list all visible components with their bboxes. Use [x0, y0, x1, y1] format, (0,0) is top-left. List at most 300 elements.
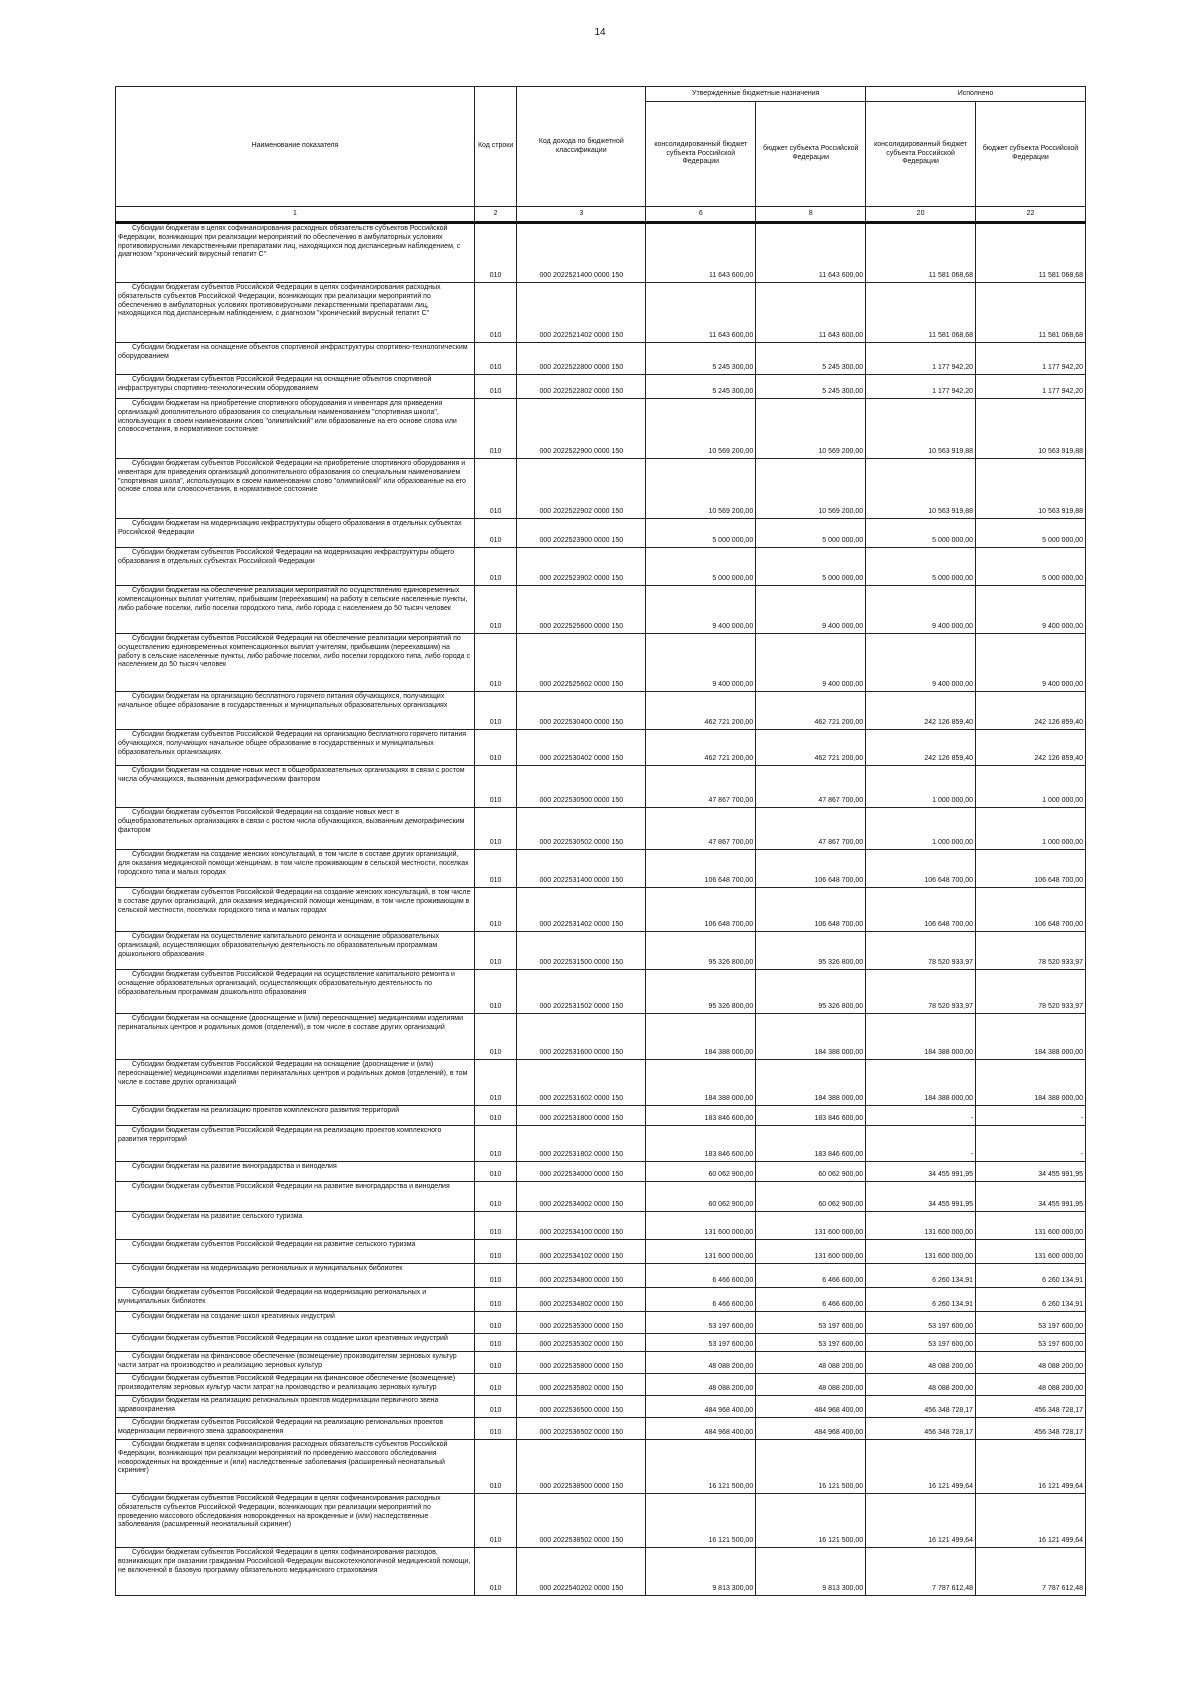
approved-consolidated-value: 48 088 200,00	[646, 1374, 756, 1396]
row-code: 010	[474, 1440, 516, 1494]
approved-consolidated-value: 60 062 900,00	[646, 1182, 756, 1212]
table-row	[116, 1440, 1086, 1494]
executed-consolidated-value: 7 787 612,48	[866, 1548, 976, 1596]
approved-consolidated-value: 5 245 300,00	[646, 375, 756, 399]
table-row	[116, 375, 1086, 399]
row-kbk: 000 2022523900 0000 150	[517, 519, 646, 548]
row-kbk: 000 2022534102 0000 150	[517, 1240, 646, 1264]
row-kbk: 000 2022536502 0000 150	[517, 1418, 646, 1440]
row-name: Субсидии бюджетам в целях софинансирования расходных обязательств субъектов Российской Федерации, возникающих при реализации мероприятий по обеспечению в амбулаторных условиях противовирусными лекарственными препаратами лиц, находящихся под диспансерным наблюдением, с диагнозом "хронический вирусный гепатит С"	[116, 223, 475, 283]
table-row	[116, 1264, 1086, 1288]
executed-consolidated-value: 6 260 134,91	[866, 1288, 976, 1312]
executed-consolidated-value: 106 648 700,00	[866, 888, 976, 932]
row-kbk: 000 2022535302 0000 150	[517, 1334, 646, 1352]
executed-consolidated-value: 48 088 200,00	[866, 1374, 976, 1396]
table-row	[116, 223, 1086, 283]
row-name: Субсидии бюджетам субъектов Российской Федерации на модернизацию инфраструктуры общего образования в отдельных субъектах Российской Федерации	[116, 548, 475, 586]
executed-consolidated-value: 184 388 000,00	[866, 1014, 976, 1060]
row-code: 010	[474, 692, 516, 730]
row-name: Субсидии бюджетам на модернизацию региональных и муниципальных библиотек	[116, 1264, 475, 1288]
row-name: Субсидии бюджетам на развитие виноградарства и виноделия	[116, 1162, 475, 1182]
approved-subject-value: 184 388 000,00	[756, 1014, 866, 1060]
row-name: Субсидии бюджетам субъектов Российской Федерации на реализацию проектов комплексного развития территорий	[116, 1126, 475, 1162]
row-name: Субсидии бюджетам на реализацию проектов комплексного развития территорий	[116, 1106, 475, 1126]
row-kbk: 000 2022525600 0000 150	[517, 586, 646, 634]
row-kbk: 000 2022531502 0000 150	[517, 970, 646, 1014]
approved-consolidated-value: 183 846 600,00	[646, 1126, 756, 1162]
approved-consolidated-value: 183 846 600,00	[646, 1106, 756, 1126]
row-name: Субсидии бюджетам субъектов Российской Федерации на осуществление капитального ремонта и оснащение образовательных организаций, осуществляющих образовательную деятельность по образовательным программам дошкольного образования	[116, 970, 475, 1014]
row-name: Субсидии бюджетам субъектов Российской Федерации на развитие виноградарства и виноделия	[116, 1182, 475, 1212]
table-row	[116, 1212, 1086, 1240]
executed-subject-value: 1 177 942,20	[976, 343, 1086, 375]
row-kbk: 000 2022530502 0000 150	[517, 808, 646, 850]
row-code: 010	[474, 399, 516, 459]
row-code: 010	[474, 888, 516, 932]
approved-consolidated-value: 53 197 600,00	[646, 1312, 756, 1334]
table-row	[116, 1374, 1086, 1396]
row-name: Субсидии бюджетам на финансовое обеспечение (возмещение) производителям зерновых культур части затрат на производство и реализацию зерновых культур	[116, 1352, 475, 1374]
executed-subject-value: 11 581 068,68	[976, 283, 1086, 343]
approved-subject-value: 9 400 000,00	[756, 586, 866, 634]
executed-subject-value: -	[976, 1106, 1086, 1126]
executed-consolidated-value: 48 088 200,00	[866, 1352, 976, 1374]
table-row	[116, 1014, 1086, 1060]
row-kbk: 000 2022531402 0000 150	[517, 888, 646, 932]
executed-consolidated-value: 78 520 933,97	[866, 970, 976, 1014]
row-code: 010	[474, 283, 516, 343]
column-number: 2	[474, 207, 516, 223]
table-row	[116, 459, 1086, 519]
row-name: Субсидии бюджетам на модернизацию инфраструктуры общего образования в отдельных субъектах Российской Федерации	[116, 519, 475, 548]
executed-consolidated-value: 78 520 933,97	[866, 932, 976, 970]
approved-consolidated-value: 95 326 800,00	[646, 970, 756, 1014]
executed-subject-value: 1 177 942,20	[976, 375, 1086, 399]
approved-subject-value: 184 388 000,00	[756, 1060, 866, 1106]
executed-consolidated-value: 9 400 000,00	[866, 634, 976, 692]
row-kbk: 000 2022534100 0000 150	[517, 1212, 646, 1240]
row-name: Субсидии бюджетам на создание женских консультаций, в том числе в составе других организаций, для оказания медицинской помощи женщинам, в том числе проживающим в сельской местности, поселках городского типа и малых городах	[116, 850, 475, 888]
row-code: 010	[474, 1162, 516, 1182]
executed-consolidated-value: 456 348 728,17	[866, 1396, 976, 1418]
executed-consolidated-value: 1 177 942,20	[866, 343, 976, 375]
executed-subject-value: 184 388 000,00	[976, 1014, 1086, 1060]
table-row	[116, 808, 1086, 850]
row-kbk: 000 2022535300 0000 150	[517, 1312, 646, 1334]
row-name: Субсидии бюджетам субъектов Российской Федерации на модернизацию региональных и муниципальных библиотек	[116, 1288, 475, 1312]
row-code: 010	[474, 1212, 516, 1240]
row-kbk: 000 2022531800 0000 150	[517, 1106, 646, 1126]
row-code: 010	[474, 850, 516, 888]
row-name: Субсидии бюджетам субъектов Российской Федерации на создание школ креативных индустрий	[116, 1334, 475, 1352]
executed-consolidated-value: 5 000 000,00	[866, 548, 976, 586]
approved-consolidated-value: 6 466 600,00	[646, 1264, 756, 1288]
row-kbk: 000 2022540202 0000 150	[517, 1548, 646, 1596]
approved-consolidated-value: 53 197 600,00	[646, 1334, 756, 1352]
executed-consolidated-value: 11 581 068,68	[866, 223, 976, 283]
executed-subject-value: 1 000 000,00	[976, 766, 1086, 808]
row-name: Субсидии бюджетам субъектов Российской Федерации на финансовое обеспечение (возмещение) производителям зерновых культур части затрат на производство и реализацию зерновых культур	[116, 1374, 475, 1396]
approved-subject-value: 183 846 600,00	[756, 1126, 866, 1162]
approved-subject-value: 484 968 400,00	[756, 1396, 866, 1418]
column-number: 3	[517, 207, 646, 223]
row-code: 010	[474, 223, 516, 283]
table-row	[116, 730, 1086, 766]
executed-consolidated-value: 10 563 919,88	[866, 399, 976, 459]
row-code: 010	[474, 634, 516, 692]
approved-subject-value: 95 326 800,00	[756, 970, 866, 1014]
executed-subject-value: 6 260 134,91	[976, 1288, 1086, 1312]
table-row	[116, 1352, 1086, 1374]
row-name: Субсидии бюджетам субъектов Российской Федерации в целях софинансирования расходных обязательств субъектов Российской Федерации, возникающих при реализации мероприятий по обеспечению в амбулаторных условиях противовирусными лекарственными препаратами лиц, находящихся под диспансерным наблюдением, с диагнозом "хронический вирусный гепатит С"	[116, 283, 475, 343]
table-row	[116, 1060, 1086, 1106]
approved-consolidated-value: 9 400 000,00	[646, 634, 756, 692]
approved-subject-value: 53 197 600,00	[756, 1312, 866, 1334]
table-row	[116, 634, 1086, 692]
approved-subject-value: 462 721 200,00	[756, 730, 866, 766]
row-code: 010	[474, 730, 516, 766]
executed-consolidated-value: 16 121 499,64	[866, 1494, 976, 1548]
row-kbk: 000 2022531802 0000 150	[517, 1126, 646, 1162]
row-code: 010	[474, 459, 516, 519]
row-code: 010	[474, 1418, 516, 1440]
approved-consolidated-value: 16 121 500,00	[646, 1494, 756, 1548]
approved-subject-value: 48 088 200,00	[756, 1352, 866, 1374]
row-name: Субсидии бюджетам субъектов Российской Федерации на создание новых мест в общеобразовательных организациях в связи с ростом числа обучающихся, вызванным демографическим фактором	[116, 808, 475, 850]
approved-subject-value: 9 813 300,00	[756, 1548, 866, 1596]
table-row	[116, 932, 1086, 970]
approved-subject-value: 47 867 700,00	[756, 766, 866, 808]
table-body	[116, 223, 1086, 1596]
row-kbk: 000 2022536500 0000 150	[517, 1396, 646, 1418]
row-code: 010	[474, 1288, 516, 1312]
row-kbk: 000 2022530400 0000 150	[517, 692, 646, 730]
approved-consolidated-value: 9 813 300,00	[646, 1548, 756, 1596]
executed-subject-value: 78 520 933,97	[976, 932, 1086, 970]
executed-subject-value: 456 348 728,17	[976, 1396, 1086, 1418]
row-code: 010	[474, 519, 516, 548]
approved-subject-value: 47 867 700,00	[756, 808, 866, 850]
executed-subject-value: 78 520 933,97	[976, 970, 1086, 1014]
row-kbk: 000 2022523902 0000 150	[517, 548, 646, 586]
row-kbk: 000 2022538502 0000 150	[517, 1494, 646, 1548]
approved-subject-value: 6 466 600,00	[756, 1264, 866, 1288]
row-code: 010	[474, 808, 516, 850]
table-row	[116, 1396, 1086, 1418]
table-row	[116, 1494, 1086, 1548]
table-row	[116, 1162, 1086, 1182]
approved-consolidated-value: 10 569 200,00	[646, 399, 756, 459]
executed-consolidated-value: 131 600 000,00	[866, 1240, 976, 1264]
table-row	[116, 1334, 1086, 1352]
column-number: 22	[976, 207, 1086, 223]
row-name: Субсидии бюджетам субъектов Российской Федерации на реализацию региональных проектов модернизации первичного звена здравоохранения	[116, 1418, 475, 1440]
row-kbk: 000 2022534800 0000 150	[517, 1264, 646, 1288]
row-name: Субсидии бюджетам на оснащение (дооснащение и (или) переоснащение) медицинскими изделиями перинатальных центров и родильных домов (отделений), в том числе в составе других организаций	[116, 1014, 475, 1060]
row-kbk: 000 2022522802 0000 150	[517, 375, 646, 399]
table-row	[116, 692, 1086, 730]
row-name: Субсидии бюджетам субъектов Российской Федерации на создание женских консультаций, в том числе в составе других организаций, для оказания медицинской помощи женщинам, в том числе проживающим в сельской местности, поселках городского типа и малых городах	[116, 888, 475, 932]
row-code: 010	[474, 1182, 516, 1212]
executed-consolidated-value: 5 000 000,00	[866, 519, 976, 548]
row-kbk: 000 2022535800 0000 150	[517, 1352, 646, 1374]
row-kbk: 000 2022530500 0000 150	[517, 766, 646, 808]
approved-subject-value: 5 245 300,00	[756, 343, 866, 375]
approved-subject-value: 484 968 400,00	[756, 1418, 866, 1440]
table-row	[116, 766, 1086, 808]
row-name: Субсидии бюджетам на оснащение объектов спортивной инфраструктуры спортивно-технологическим оборудованием	[116, 343, 475, 375]
approved-subject-value: 16 121 500,00	[756, 1494, 866, 1548]
row-kbk: 000 2022534000 0000 150	[517, 1162, 646, 1182]
executed-subject-value: 10 563 919,88	[976, 459, 1086, 519]
executed-subject-value: 184 388 000,00	[976, 1060, 1086, 1106]
approved-subject-value: 183 846 600,00	[756, 1106, 866, 1126]
row-code: 010	[474, 1494, 516, 1548]
approved-consolidated-value: 184 388 000,00	[646, 1060, 756, 1106]
column-number: 8	[756, 207, 866, 223]
table-row	[116, 1288, 1086, 1312]
executed-subject-value: 131 600 000,00	[976, 1212, 1086, 1240]
executed-subject-value: 16 121 499,64	[976, 1440, 1086, 1494]
row-kbk: 000 2022522800 0000 150	[517, 343, 646, 375]
row-kbk: 000 2022531600 0000 150	[517, 1014, 646, 1060]
executed-consolidated-value: 11 581 068,68	[866, 283, 976, 343]
approved-subject-value: 10 569 200,00	[756, 459, 866, 519]
approved-consolidated-value: 47 867 700,00	[646, 766, 756, 808]
executed-consolidated-value: 131 600 000,00	[866, 1212, 976, 1240]
column-number: 1	[116, 207, 475, 223]
row-kbk: 000 2022521402 0000 150	[517, 283, 646, 343]
row-name: Субсидии бюджетам в целях софинансирования расходных обязательств субъектов Российской Федерации, возникающих при реализации мероприятий по проведению массового обследования новорожденных на врожденные и (или) наследственные заболевания (расширенный неонатальный скрининг)	[116, 1440, 475, 1494]
header-approved: Утвержденные бюджетные назначения	[646, 87, 866, 102]
row-name: Субсидии бюджетам субъектов Российской Федерации на приобретение спортивного оборудования и инвентаря для приведения организаций дополнительного образования со специальным наименованием "спортивная школа", использующих в своем наименовании слово "олимпийский" или образованные на его основе слова или словосочетания, в нормативное состояние	[116, 459, 475, 519]
row-kbk: 000 2022521400 0000 150	[517, 223, 646, 283]
row-code: 010	[474, 343, 516, 375]
approved-subject-value: 9 400 000,00	[756, 634, 866, 692]
approved-consolidated-value: 462 721 200,00	[646, 730, 756, 766]
header-approved-subject: бюджет субъекта Российской Федерации	[756, 102, 866, 207]
approved-subject-value: 131 600 000,00	[756, 1212, 866, 1240]
header-kbk: Код дохода по бюджетной классификации	[517, 87, 646, 207]
approved-subject-value: 53 197 600,00	[756, 1334, 866, 1352]
approved-consolidated-value: 16 121 500,00	[646, 1440, 756, 1494]
row-kbk: 000 2022534002 0000 150	[517, 1182, 646, 1212]
row-name: Субсидии бюджетам на приобретение спортивного оборудования и инвентаря для приведения организаций дополнительного образования со специальным наименованием "спортивная школа", использующих в своем наименовании слово "олимпийский" или образованные на его основе слова или словосочетания, в нормативное состояние	[116, 399, 475, 459]
table-row	[116, 1126, 1086, 1162]
row-code: 010	[474, 586, 516, 634]
row-code: 010	[474, 1396, 516, 1418]
executed-consolidated-value: 6 260 134,91	[866, 1264, 976, 1288]
executed-subject-value: 242 126 859,40	[976, 730, 1086, 766]
executed-subject-value: -	[976, 1126, 1086, 1162]
approved-subject-value: 11 643 600,00	[756, 283, 866, 343]
row-code: 010	[474, 1312, 516, 1334]
row-code: 010	[474, 1548, 516, 1596]
approved-consolidated-value: 5 245 300,00	[646, 343, 756, 375]
table-row	[116, 283, 1086, 343]
approved-consolidated-value: 5 000 000,00	[646, 519, 756, 548]
table-header	[116, 87, 1086, 223]
table-row	[116, 519, 1086, 548]
approved-consolidated-value: 131 600 000,00	[646, 1212, 756, 1240]
approved-consolidated-value: 11 643 600,00	[646, 223, 756, 283]
budget-report-table	[115, 86, 1086, 1596]
row-name: Субсидии бюджетам на осуществление капитального ремонта и оснащение образовательных организаций, осуществляющих образовательную деятельность по образовательным программам дошкольного образования	[116, 932, 475, 970]
executed-subject-value: 34 455 991,95	[976, 1182, 1086, 1212]
approved-consolidated-value: 131 600 000,00	[646, 1240, 756, 1264]
approved-consolidated-value: 9 400 000,00	[646, 586, 756, 634]
row-kbk: 000 2022522900 0000 150	[517, 399, 646, 459]
approved-subject-value: 106 648 700,00	[756, 850, 866, 888]
executed-consolidated-value: 10 563 919,88	[866, 459, 976, 519]
executed-subject-value: 48 088 200,00	[976, 1374, 1086, 1396]
row-kbk: 000 2022525602 0000 150	[517, 634, 646, 692]
row-name: Субсидии бюджетам субъектов Российской Федерации на обеспечение реализации мероприятий по осуществлению единовременных компенсационных выплат учителям, прибывшим (переехавшим) на работу в сельские населенные пункты, либо рабочие поселки, либо поселки городского типа, либо города с населением до 50 тысяч человек	[116, 634, 475, 692]
page-number: 14	[594, 27, 606, 38]
row-name: Субсидии бюджетам субъектов Российской Федерации на организацию бесплатного горячего питания обучающихся, получающих начальное общее образование в государственных и муниципальных образовательных организациях	[116, 730, 475, 766]
row-kbk: 000 2022531602 0000 150	[517, 1060, 646, 1106]
executed-consolidated-value: 1 000 000,00	[866, 766, 976, 808]
column-number: 6	[646, 207, 756, 223]
row-kbk: 000 2022534802 0000 150	[517, 1288, 646, 1312]
row-name: Субсидии бюджетам субъектов Российской Федерации на оснащение (дооснащение и (или) переоснащение) медицинскими изделиями перинатальных центров и родильных домов (отделений), в том числе в составе других организаций	[116, 1060, 475, 1106]
row-code: 010	[474, 1106, 516, 1126]
row-code: 010	[474, 1240, 516, 1264]
executed-consolidated-value: -	[866, 1126, 976, 1162]
row-code: 010	[474, 970, 516, 1014]
executed-subject-value: 11 581 068,68	[976, 223, 1086, 283]
approved-consolidated-value: 48 088 200,00	[646, 1352, 756, 1374]
table-row	[116, 1240, 1086, 1264]
approved-subject-value: 60 062 900,00	[756, 1162, 866, 1182]
approved-subject-value: 95 326 800,00	[756, 932, 866, 970]
row-code: 010	[474, 1264, 516, 1288]
table-row	[116, 1106, 1086, 1126]
approved-subject-value: 5 000 000,00	[756, 548, 866, 586]
row-name: Субсидии бюджетам субъектов Российской Федерации в целях софинансирования расходных обязательств субъектов Российской Федерации, возникающих при реализации мероприятий по проведению массового обследования новорожденных на врожденные и (или) наследственные заболевания (расширенный неонатальный скрининг)	[116, 1494, 475, 1548]
approved-subject-value: 5 245 300,00	[756, 375, 866, 399]
approved-subject-value: 16 121 500,00	[756, 1440, 866, 1494]
header-executed: Исполнено	[866, 87, 1086, 102]
column-number-row	[116, 207, 1086, 223]
executed-subject-value: 242 126 859,40	[976, 692, 1086, 730]
executed-consolidated-value: 242 126 859,40	[866, 730, 976, 766]
approved-consolidated-value: 484 968 400,00	[646, 1418, 756, 1440]
executed-consolidated-value: 34 455 991,95	[866, 1162, 976, 1182]
approved-subject-value: 5 000 000,00	[756, 519, 866, 548]
executed-subject-value: 131 600 000,00	[976, 1240, 1086, 1264]
table-row	[116, 850, 1086, 888]
row-code: 010	[474, 548, 516, 586]
executed-subject-value: 5 000 000,00	[976, 519, 1086, 548]
header-executed-subject: бюджет субъекта Российской Федерации	[976, 102, 1086, 207]
approved-consolidated-value: 184 388 000,00	[646, 1014, 756, 1060]
executed-subject-value: 16 121 499,64	[976, 1494, 1086, 1548]
executed-subject-value: 5 000 000,00	[976, 548, 1086, 586]
row-code: 010	[474, 375, 516, 399]
executed-subject-value: 9 400 000,00	[976, 634, 1086, 692]
executed-consolidated-value: 53 197 600,00	[866, 1334, 976, 1352]
executed-consolidated-value: 16 121 499,64	[866, 1440, 976, 1494]
approved-consolidated-value: 484 968 400,00	[646, 1396, 756, 1418]
row-code: 010	[474, 1334, 516, 1352]
table-row	[116, 1548, 1086, 1596]
approved-subject-value: 6 466 600,00	[756, 1288, 866, 1312]
table-row	[116, 1182, 1086, 1212]
row-code: 010	[474, 932, 516, 970]
row-name: Субсидии бюджетам на создание школ креативных индустрий	[116, 1312, 475, 1334]
row-code: 010	[474, 1352, 516, 1374]
executed-subject-value: 106 648 700,00	[976, 850, 1086, 888]
approved-consolidated-value: 47 867 700,00	[646, 808, 756, 850]
approved-consolidated-value: 10 569 200,00	[646, 459, 756, 519]
table-row	[116, 399, 1086, 459]
row-name: Субсидии бюджетам субъектов Российской Федерации на оснащение объектов спортивной инфраструктуры спортивно-технологическим оборудованием	[116, 375, 475, 399]
row-name: Субсидии бюджетам на развитие сельского туризма	[116, 1212, 475, 1240]
executed-consolidated-value: 9 400 000,00	[866, 586, 976, 634]
approved-consolidated-value: 5 000 000,00	[646, 548, 756, 586]
table-row	[116, 548, 1086, 586]
executed-subject-value: 53 197 600,00	[976, 1334, 1086, 1352]
approved-subject-value: 106 648 700,00	[756, 888, 866, 932]
executed-consolidated-value: 184 388 000,00	[866, 1060, 976, 1106]
executed-subject-value: 53 197 600,00	[976, 1312, 1086, 1334]
row-kbk: 000 2022531500 0000 150	[517, 932, 646, 970]
executed-subject-value: 106 648 700,00	[976, 888, 1086, 932]
row-kbk: 000 2022530402 0000 150	[517, 730, 646, 766]
executed-subject-value: 48 088 200,00	[976, 1352, 1086, 1374]
column-number: 20	[866, 207, 976, 223]
row-kbk: 000 2022538500 0000 150	[517, 1440, 646, 1494]
header-approved-consolidated: консолидированный бюджет субъекта Российской Федерации	[646, 102, 756, 207]
approved-subject-value: 10 569 200,00	[756, 399, 866, 459]
row-kbk: 000 2022531400 0000 150	[517, 850, 646, 888]
approved-consolidated-value: 106 648 700,00	[646, 888, 756, 932]
approved-consolidated-value: 11 643 600,00	[646, 283, 756, 343]
approved-consolidated-value: 60 062 900,00	[646, 1162, 756, 1182]
executed-subject-value: 1 000 000,00	[976, 808, 1086, 850]
executed-consolidated-value: 1 000 000,00	[866, 808, 976, 850]
table-row	[116, 1312, 1086, 1334]
table-row	[116, 888, 1086, 932]
header-name: Наименование показателя	[116, 87, 475, 207]
row-code: 010	[474, 1126, 516, 1162]
row-code: 010	[474, 1060, 516, 1106]
header-executed-consolidated: консолидированный бюджет субъекта Российской Федерации	[866, 102, 976, 207]
table-row	[116, 586, 1086, 634]
executed-subject-value: 9 400 000,00	[976, 586, 1086, 634]
approved-subject-value: 131 600 000,00	[756, 1240, 866, 1264]
approved-consolidated-value: 6 466 600,00	[646, 1288, 756, 1312]
row-name: Субсидии бюджетам на обеспечение реализации мероприятий по осуществлению единовременных компенсационных выплат учителям, прибывшим (переехавшим) на работу в сельские населенные пункты, либо рабочие поселки, либо поселки городского типа, либо города с населением до 50 тысяч человек	[116, 586, 475, 634]
executed-consolidated-value: 34 455 991,95	[866, 1182, 976, 1212]
table-row	[116, 343, 1086, 375]
executed-subject-value: 6 260 134,91	[976, 1264, 1086, 1288]
approved-consolidated-value: 95 326 800,00	[646, 932, 756, 970]
row-kbk: 000 2022535802 0000 150	[517, 1374, 646, 1396]
executed-consolidated-value: -	[866, 1106, 976, 1126]
row-code: 010	[474, 766, 516, 808]
executed-consolidated-value: 242 126 859,40	[866, 692, 976, 730]
executed-subject-value: 7 787 612,48	[976, 1548, 1086, 1596]
table-row	[116, 1418, 1086, 1440]
executed-subject-value: 456 348 728,17	[976, 1418, 1086, 1440]
executed-subject-value: 10 563 919,88	[976, 399, 1086, 459]
approved-consolidated-value: 462 721 200,00	[646, 692, 756, 730]
executed-consolidated-value: 53 197 600,00	[866, 1312, 976, 1334]
row-name: Субсидии бюджетам на организацию бесплатного горячего питания обучающихся, получающих начальное общее образование в государственных и муниципальных образовательных организациях	[116, 692, 475, 730]
row-code: 010	[474, 1374, 516, 1396]
